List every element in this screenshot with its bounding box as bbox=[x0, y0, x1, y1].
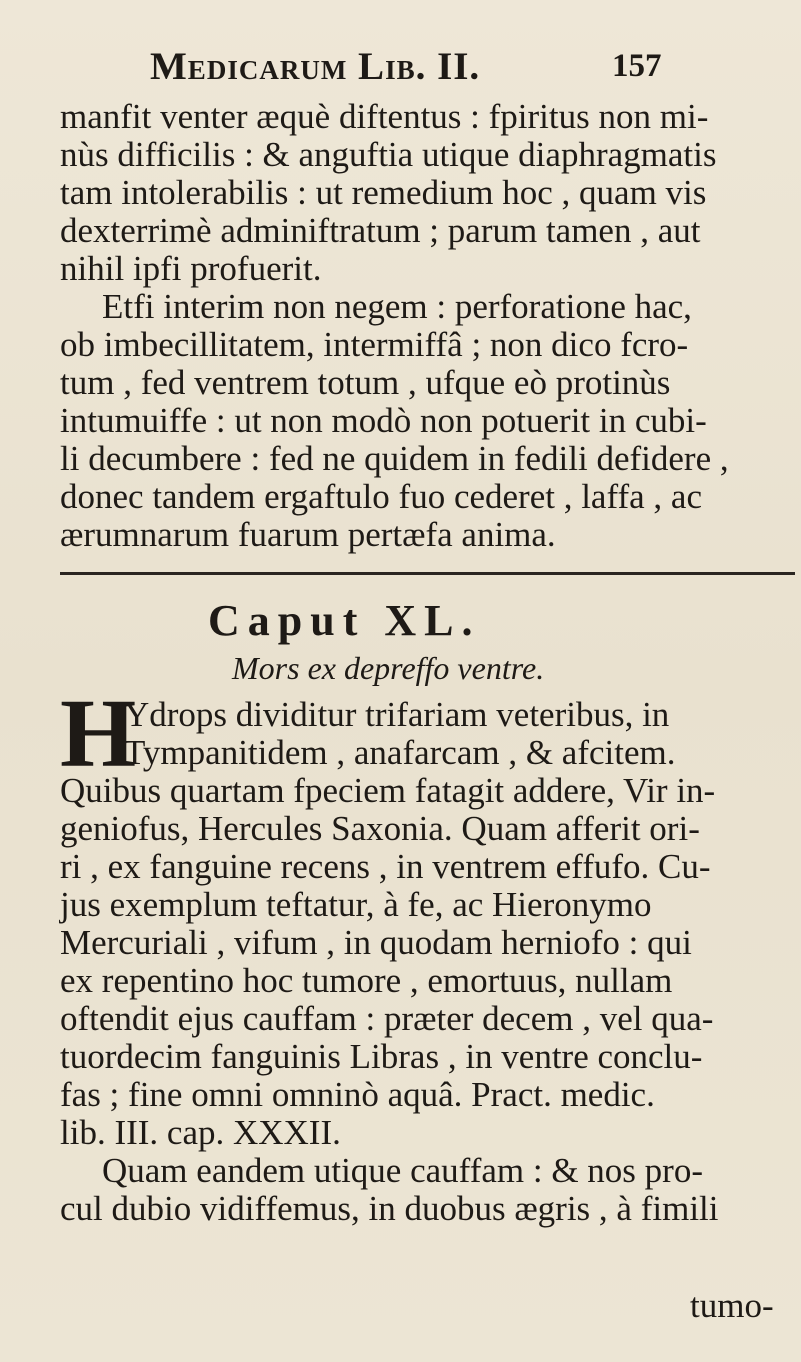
text-line: nihil ipfi profuerit. bbox=[60, 249, 322, 288]
page-number: 157 bbox=[612, 48, 662, 84]
text-line: Ydrops dividitur trifariam veteribus, in bbox=[124, 695, 670, 734]
text-line: Quibus quartam fpeciem fatagit addere, Vir in- bbox=[60, 771, 716, 810]
text-line: ri , ex fanguine recens , in ventrem effufo. Cu- bbox=[60, 847, 711, 886]
text-line: donec tandem ergaftulo fuo cederet , laffa , ac bbox=[60, 477, 702, 516]
text-line: manfit venter æquè diftentus : fpiritus non mi- bbox=[60, 97, 709, 136]
text-line: dexterrimè adminiftratum ; parum tamen , aut bbox=[60, 211, 701, 250]
running-head: Medicarum Lib. II. bbox=[150, 45, 481, 88]
text-line: Tympanitidem , anafarcam , & afcitem. bbox=[124, 733, 676, 772]
chapter-subtitle: Mors ex depreffo ventre. bbox=[232, 650, 545, 686]
text-line: oftendit ejus cauffam : præter decem , vel qua- bbox=[60, 999, 714, 1038]
text-line: nùs difficilis : & anguftia utique diaphragmatis bbox=[60, 135, 717, 174]
text-line: tam intolerabilis : ut remedium hoc , quam vis bbox=[60, 173, 707, 212]
text-line: ærumnarum fuarum pertæfa anima. bbox=[60, 515, 556, 554]
body-text bbox=[60, 98, 795, 554]
chapter-text bbox=[60, 696, 795, 1228]
drop-cap: H bbox=[60, 680, 137, 788]
text-line: ex repentino hoc tumore , emortuus, nullam bbox=[60, 961, 673, 1000]
text-line: geniofus, Hercules Saxonia. Quam afferit ori- bbox=[60, 809, 700, 848]
text-line: Etfi interim non negem : perforatione hac, bbox=[102, 287, 692, 326]
text-line: fas ; fine omni omninò aquâ. Pract. medic. bbox=[60, 1075, 655, 1114]
text-line: Mercuriali , vifum , in quodam herniofo : qui bbox=[60, 923, 692, 962]
text-line: jus exemplum teftatur, à fe, ac Hieronymo bbox=[60, 885, 652, 924]
text-line: intumuiffe : ut non modò non potuerit in cubi- bbox=[60, 401, 707, 440]
catchword: tumo- bbox=[690, 1286, 774, 1325]
section-divider bbox=[60, 572, 795, 575]
text-line: Quam eandem utique cauffam : & nos pro- bbox=[102, 1151, 703, 1190]
text-line: tuordecim fanguinis Libras , in ventre conclu- bbox=[60, 1037, 703, 1076]
text-line: ob imbecillitatem, intermiffâ ; non dico fcro- bbox=[60, 325, 689, 364]
text-line: cul dubio vidiffemus, in duobus ægris , à fimili bbox=[60, 1189, 719, 1228]
text-line: lib. III. cap. XXXII. bbox=[60, 1113, 341, 1152]
chapter-title: Caput XL. bbox=[208, 596, 481, 645]
text-line: tum , fed ventrem totum , ufque eò protinùs bbox=[60, 363, 671, 402]
page-header bbox=[150, 44, 790, 94]
text-line: li decumbere : fed ne quidem in fedili defidere , bbox=[60, 439, 729, 478]
